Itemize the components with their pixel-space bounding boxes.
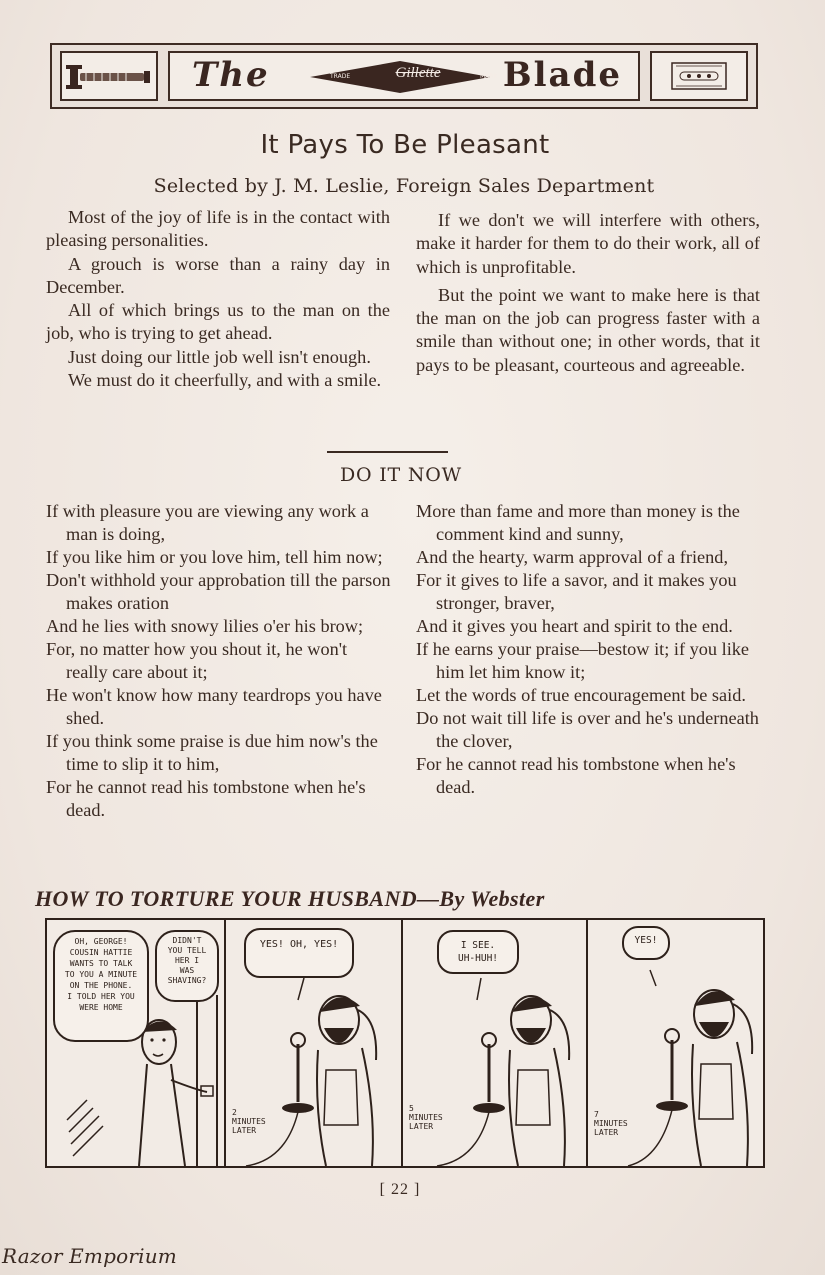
poem-line: Don't withhold your approbation till the parson makes oration xyxy=(46,570,391,613)
paragraph: A grouch is worse than a rainy day in December. xyxy=(46,253,390,297)
comic-panel-2 xyxy=(226,920,403,1166)
masthead-title xyxy=(168,51,640,101)
speech-bubble-panel-4: YES! xyxy=(622,926,670,960)
masthead-title-the: The xyxy=(192,55,270,95)
poem-line: He won't know how many teardrops you have shed. xyxy=(46,685,382,728)
razor-icon xyxy=(62,53,156,99)
poem-line: If he earns your praise—bestow it; if you like him let him know it; xyxy=(416,639,750,682)
poem-column-left xyxy=(46,500,392,822)
comic-title: HOW TO TORTURE YOUR HUSBAND—By Webster xyxy=(35,886,545,911)
article-column-right xyxy=(416,209,760,377)
comic-panel-1 xyxy=(47,920,226,1166)
watermark: Razor Emporium xyxy=(2,1244,177,1268)
poem-line: For it gives to life a savor, and it makes you stronger, braver, xyxy=(416,570,737,613)
article-column-left xyxy=(46,206,390,392)
section-divider xyxy=(327,451,448,453)
paragraph: Just doing our little job well isn't enough. xyxy=(68,346,371,367)
poem-line: More than fame and more than money is the comment kind and sunny, xyxy=(416,501,740,544)
trade-label: TRADE xyxy=(330,73,351,80)
poem-line: And the hearty, warm approval of a friend, xyxy=(416,547,729,567)
article-title: It Pays To Be Pleasant xyxy=(260,130,550,160)
razor-illustration xyxy=(60,51,158,101)
paragraph: If we don't we will interfere with others, make it harder for them to do their work, all of which is unprofitable. xyxy=(416,210,760,277)
poem-line: If you like him or you love him, tell him now; xyxy=(46,547,383,567)
poem-line: For he cannot read his tombstone when he's dead. xyxy=(416,754,736,797)
time-caption-panel-3: 5 MINUTES LATER xyxy=(409,1104,443,1131)
poem-column-right xyxy=(416,500,762,799)
gillette-brand: Gillette xyxy=(395,65,441,81)
paragraph: But the point we want to make here is that the man on the job can progress faster with a smile than without one; in other words, that it pays to be pleasant, courteous and agreeable. xyxy=(416,284,760,375)
paragraph: Most of the joy of life is in the contact with pleasing personalities. xyxy=(46,207,390,251)
article-byline: Selected by J. M. Leslie, Foreign Sales Department xyxy=(153,175,655,197)
masthead-title-blade: Blade xyxy=(502,55,622,95)
paragraph: All of which brings us to the man on the job, who is trying to get ahead. xyxy=(46,300,390,344)
speech-bubble-wife: OH, GEORGE! COUSIN HATTIE WANTS TO TALK TO YOU A MINUTE ON THE PHONE. I TOLD HER YOU WERE HOME xyxy=(53,930,149,1042)
poem-line: For, no matter how you shout it, he won't really care about it; xyxy=(46,639,348,682)
poem-title: DO IT NOW xyxy=(340,464,462,486)
poem-line: Let the words of true encouragement be said. xyxy=(416,685,746,705)
mark-label: MARK xyxy=(480,73,498,80)
blade-icon xyxy=(652,53,746,99)
time-caption-panel-2: 2 MINUTES LATER xyxy=(232,1108,266,1135)
masthead xyxy=(50,43,758,109)
poem-line: If you think some praise is due him now's the time to slip it to him, xyxy=(46,731,378,774)
poem-line: And he lies with snowy lilies o'er his brow; xyxy=(46,616,364,636)
blade-illustration xyxy=(650,51,748,101)
paragraph: We must do it cheerfully, and with a smile. xyxy=(68,370,382,391)
page-number: [ 22 ] xyxy=(379,1181,421,1198)
speech-bubble-panel-3: I SEE. UH-HUH! xyxy=(437,930,519,974)
speech-bubble-husband-offpanel: DIDN'T YOU TELL HER I WAS SHAVING? xyxy=(155,930,219,1002)
poem-line: Do not wait till life is over and he's underneath the clover, xyxy=(416,708,759,751)
poem-line: If with pleasure you are viewing any work a man is doing, xyxy=(46,501,369,544)
time-caption-panel-4: 7 MINUTES LATER xyxy=(594,1110,628,1137)
speech-bubble-panel-2: YES! OH, YES! xyxy=(244,928,354,978)
poem-line: And it gives you heart and spirit to the end. xyxy=(416,616,733,636)
poem-line: For he cannot read his tombstone when he's dead. xyxy=(46,777,366,820)
comic-panel-3 xyxy=(403,920,588,1166)
comic-strip xyxy=(45,918,765,1168)
comic-panel-4 xyxy=(588,920,763,1166)
